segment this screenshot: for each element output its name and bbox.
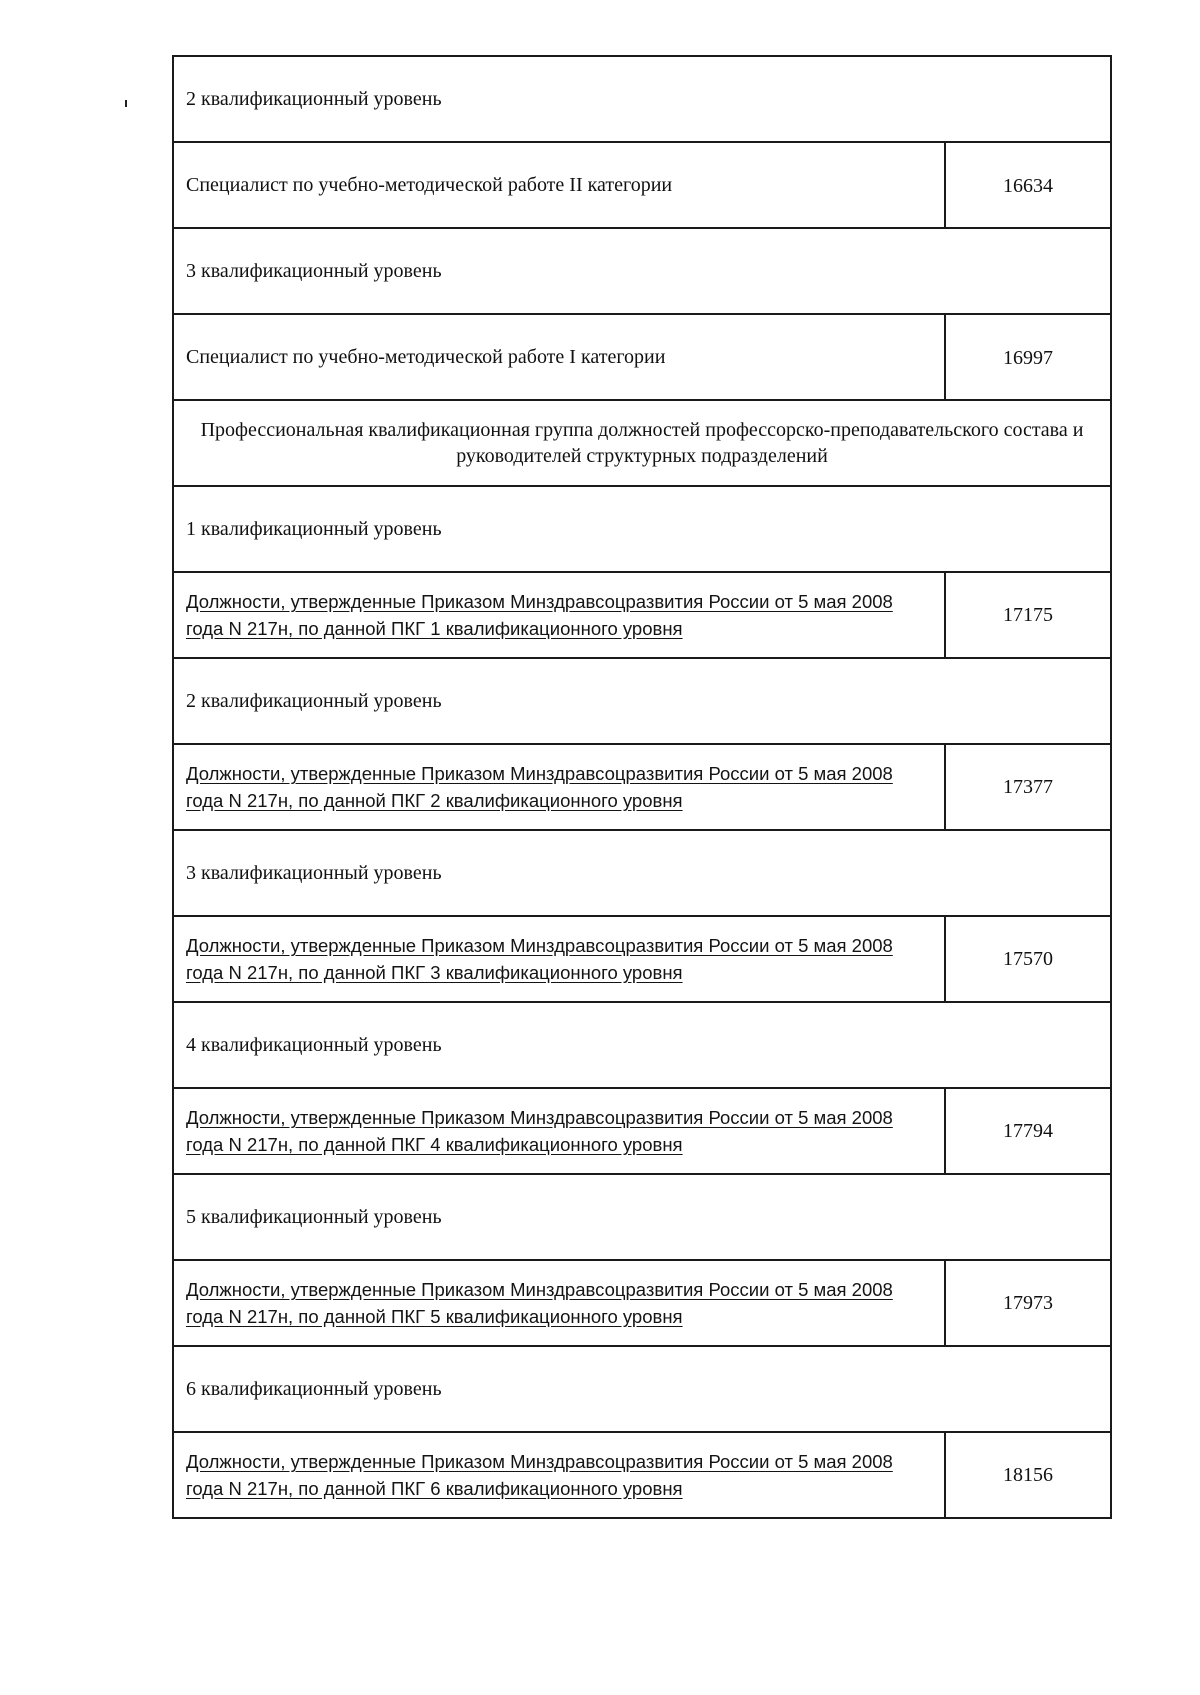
table-row-position [173, 1260, 1111, 1346]
table-row-position [173, 1432, 1111, 1518]
table-row-position [173, 744, 1111, 830]
table-row-position [173, 916, 1111, 1002]
table-row-position [173, 572, 1111, 658]
level-heading: 3 квалификационный уровень [173, 228, 1111, 314]
table-row-level [173, 1346, 1111, 1432]
order-link[interactable]: Должности, утвержденные Приказом Минздравсоцразвития России от 5 мая 2008 года N 217н, по данной ПКГ 4 квалификационного уровня [186, 1107, 893, 1155]
salary-value: 18156 [945, 1432, 1111, 1518]
position-name: Специалист по учебно-методической работе I категории [173, 314, 945, 400]
salary-value: 17175 [945, 572, 1111, 658]
position-cell [173, 572, 945, 658]
salary-value: 17377 [945, 744, 1111, 830]
level-heading: 3 квалификационный уровень [173, 830, 1111, 916]
position-cell [173, 916, 945, 1002]
table-row-level [173, 1002, 1111, 1088]
salary-table [172, 55, 1112, 1519]
scan-mark [125, 100, 127, 107]
level-heading: 1 квалификационный уровень [173, 486, 1111, 572]
position-name: Специалист по учебно-методической работе II категории [173, 142, 945, 228]
level-heading: 6 квалификационный уровень [173, 1346, 1111, 1432]
table-row-level [173, 56, 1111, 142]
table-row-group [173, 400, 1111, 486]
table-row-level [173, 830, 1111, 916]
table-row-position [173, 1088, 1111, 1174]
salary-value: 17794 [945, 1088, 1111, 1174]
position-cell [173, 1432, 945, 1518]
level-heading: 4 квалификационный уровень [173, 1002, 1111, 1088]
salary-value: 17973 [945, 1260, 1111, 1346]
salary-value: 17570 [945, 916, 1111, 1002]
order-link[interactable]: Должности, утвержденные Приказом Минздравсоцразвития России от 5 мая 2008 года N 217н, по данной ПКГ 5 квалификационного уровня [186, 1279, 893, 1327]
order-link[interactable]: Должности, утвержденные Приказом Минздравсоцразвития России от 5 мая 2008 года N 217н, по данной ПКГ 3 квалификационного уровня [186, 935, 893, 983]
position-cell [173, 1088, 945, 1174]
table-row-position [173, 314, 1111, 400]
position-cell [173, 1260, 945, 1346]
level-heading: 5 квалификационный уровень [173, 1174, 1111, 1260]
order-link[interactable]: Должности, утвержденные Приказом Минздравсоцразвития России от 5 мая 2008 года N 217н, по данной ПКГ 6 квалификационного уровня [186, 1451, 893, 1499]
table-row-level [173, 228, 1111, 314]
position-cell [173, 744, 945, 830]
table-row-level [173, 658, 1111, 744]
salary-value: 16634 [945, 142, 1111, 228]
order-link[interactable]: Должности, утвержденные Приказом Минздравсоцразвития России от 5 мая 2008 года N 217н, по данной ПКГ 1 квалификационного уровня [186, 591, 893, 639]
table-row-position [173, 142, 1111, 228]
group-heading: Профессиональная квалификационная группа должностей профессорско-преподавательского состава и руководителей структурных подразделений [173, 400, 1111, 486]
order-link[interactable]: Должности, утвержденные Приказом Минздравсоцразвития России от 5 мая 2008 года N 217н, по данной ПКГ 2 квалификационного уровня [186, 763, 893, 811]
level-heading: 2 квалификационный уровень [173, 658, 1111, 744]
table-row-level [173, 486, 1111, 572]
level-heading: 2 квалификационный уровень [173, 56, 1111, 142]
table-row-level [173, 1174, 1111, 1260]
salary-value: 16997 [945, 314, 1111, 400]
